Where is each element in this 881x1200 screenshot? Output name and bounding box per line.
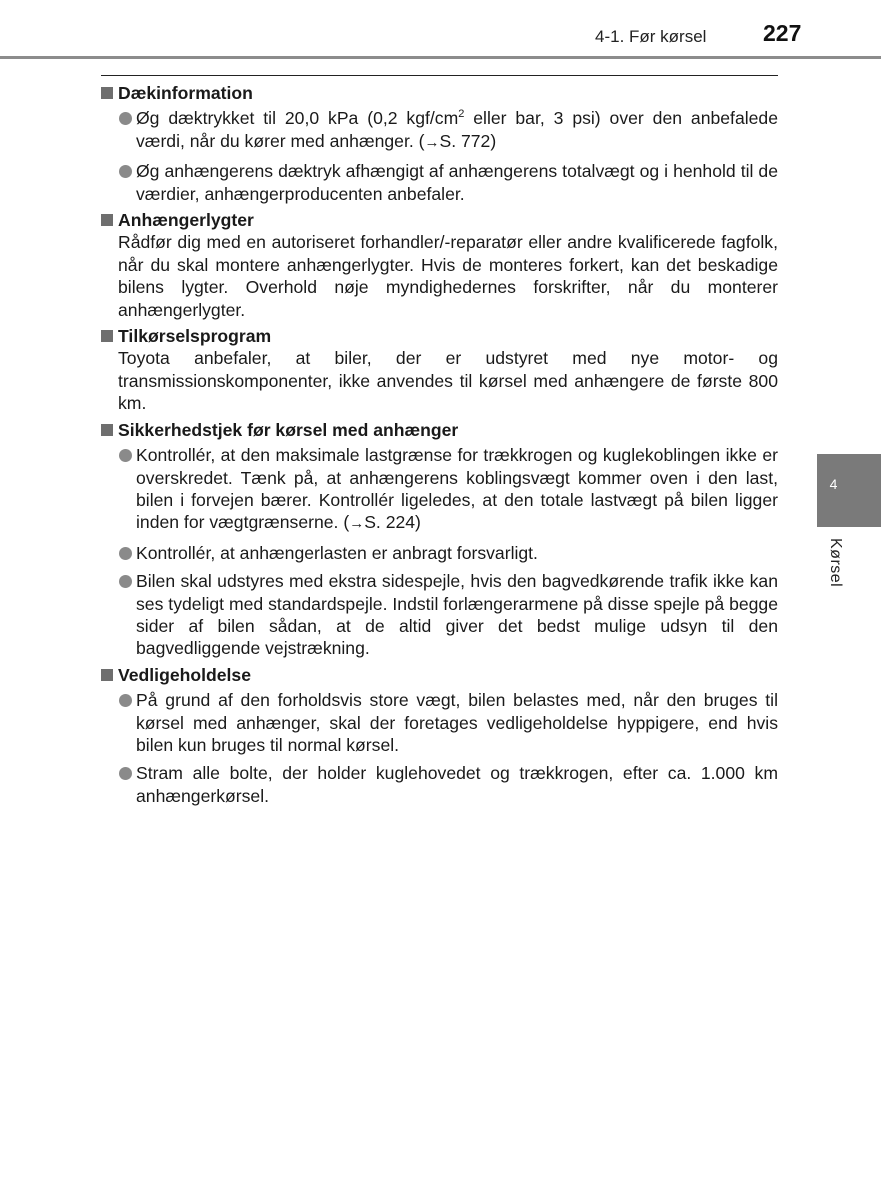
arrow-right-icon: → (424, 133, 440, 151)
item-text: Stram alle bolte, der holder kuglehovedet og trækkrogen, efter ca. 1.000 km anhængerkørsel. (136, 763, 778, 806)
content-top-rule (101, 75, 778, 76)
chapter-label: Kørsel (827, 538, 844, 588)
arrow-right-icon: → (349, 515, 365, 533)
list-item (101, 160, 778, 205)
list-item (101, 570, 778, 660)
section-heading-maintenance (101, 664, 778, 686)
item-text: Øg anhængerens dæktryk afhængigt af anhængerens totalvægt og i henhold til de værdier, anhængerproducenten anbefaler. (136, 161, 778, 204)
section-heading-tire-info (101, 82, 778, 104)
heading-text: Vedligeholdelse (118, 664, 251, 685)
chapter-number: 4 (829, 476, 838, 492)
circle-bullet-icon (119, 112, 132, 125)
section-heading-trailer-lights (101, 209, 778, 231)
chapter-tab[interactable] (817, 454, 881, 527)
section-heading-safety-check (101, 419, 778, 441)
page-reference[interactable]: S. 224) (364, 512, 421, 533)
header-rule (0, 56, 881, 59)
item-text: Kontrollér, at anhængerlasten er anbragt forsvarligt. (136, 542, 538, 563)
circle-bullet-icon (119, 165, 132, 178)
square-bullet-icon (101, 669, 113, 681)
item-text: Kontrollér, at den maksimale lastgrænse for trækkrogen og kuglekoblingen ikke er overskredet. Tænk på, at anhængerens koblingsvægt kommer oven i den last, bilen i forvejen bærer. Kontrollér ligeledes, at den totale lastvægt på bilen ligger inden for vægtgrænserne. ( (136, 445, 778, 533)
paragraph: Toyota anbefaler, at biler, der er udstyret med nye motor- og transmissionskomponenter, ikke anvendes til kørsel med anhængere de første 800 km. (118, 348, 778, 414)
square-bullet-icon (101, 214, 113, 226)
circle-bullet-icon (119, 449, 132, 462)
list-item (101, 689, 778, 756)
list-item (101, 107, 778, 154)
circle-bullet-icon (119, 767, 132, 780)
page-reference[interactable]: S. 772) (439, 130, 497, 151)
list-item (101, 762, 778, 807)
heading-text: Dækinformation (118, 83, 253, 103)
square-bullet-icon (101, 87, 113, 99)
superscript: 2 (458, 108, 465, 121)
item-text: Øg dæktrykket til 20,0 kPa (0,2 kgf/cm (136, 108, 459, 129)
list-item (101, 542, 778, 564)
section-heading-break-in (101, 325, 778, 347)
heading-text: Anhængerlygter (118, 210, 254, 231)
heading-text: Tilkørselsprogram (118, 326, 272, 347)
square-bullet-icon (101, 424, 113, 436)
circle-bullet-icon (119, 694, 132, 707)
item-text: eller bar, 3 psi) over den anbefalede værdi, når du kører med anhænger. ( (136, 108, 778, 151)
square-bullet-icon (101, 330, 113, 342)
list-item (101, 444, 778, 536)
item-text: På grund af den forholdsvis store vægt, bilen belastes med, når den bruges til kørsel med anhænger, skal der foretages vedligeholdelse hyppigere, end hvis bilen kun bruges til normal kørsel. (136, 690, 778, 755)
circle-bullet-icon (119, 575, 132, 588)
heading-text: Sikkerhedstjek før kørsel med anhænger (118, 419, 459, 440)
section-title: 4-1. Før kørsel (595, 27, 707, 46)
circle-bullet-icon (119, 547, 132, 560)
page-content (101, 82, 778, 807)
item-text: Bilen skal udstyres med ekstra sidespejle, hvis den bagvedkørende trafik ikke kan ses tydeligt med standardspejle. Indstil forlængerarmene på disse spejle på begge sider af bilen sådan, at de altid giver det bedst mulige udsyn til den bagvedliggende vejstrækning. (136, 571, 778, 659)
page-number: 227 (763, 20, 802, 46)
paragraph: Rådfør dig med en autoriseret forhandler/-reparatør eller andre kvalificerede fagfolk, når du skal montere anhængerlygter. Hvis de monteres forkert, kan det beskadige bilens lygter. Overhold nøje myndighedernes forskrifter, når du monterer anhængerlygter. (118, 232, 778, 320)
